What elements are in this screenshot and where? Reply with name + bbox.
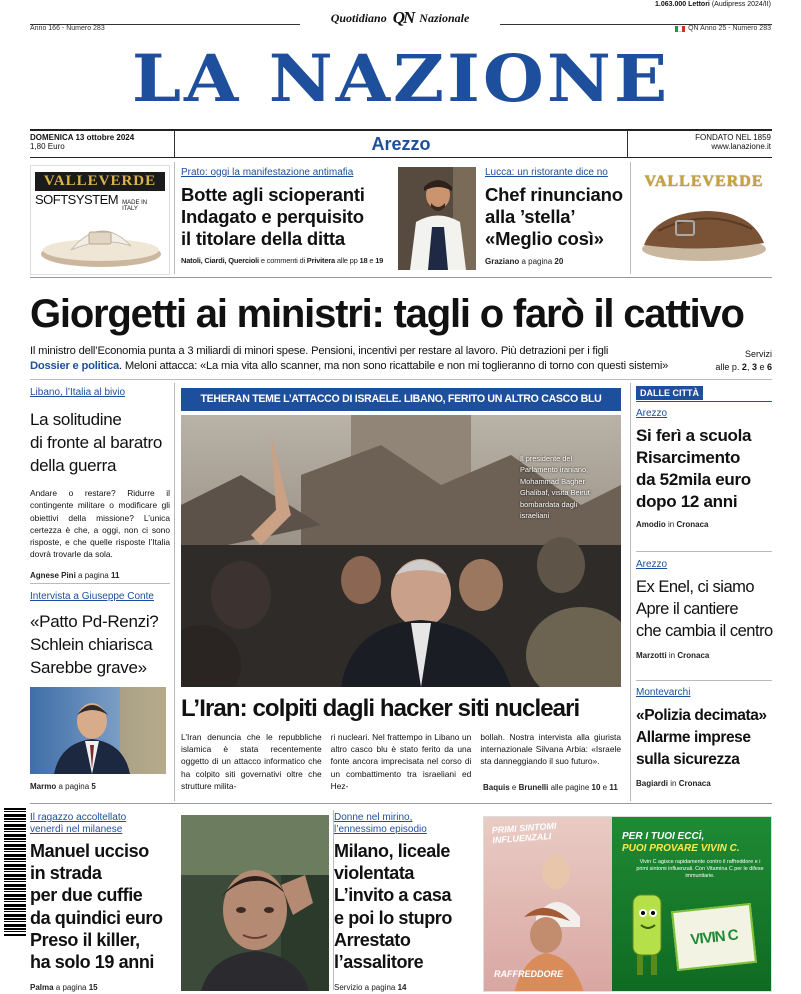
lebanon-body: Andare o restare? Ridurre il contingente militare o modificare gli obiettivi della missione? L’unica certezza è che, a oggi, non ci sono risposte, e che quelle risposte l’Italia dovrà trovarle da sola.	[30, 488, 170, 560]
prato-kicker: Prato: oggi la manifestazione antimafia	[181, 167, 354, 178]
montevarchi-byline: Bagiardi in Cronaca	[636, 779, 711, 788]
lucca-kicker: Lucca: un ristorante dice no	[485, 167, 608, 178]
conte-photo	[30, 687, 166, 774]
founded-year: FONDATO NEL 1859	[695, 133, 771, 142]
date-price	[30, 133, 134, 151]
lebanon-story[interactable]	[30, 387, 170, 580]
center-headline: L’Iran: colpiti dagli hacker siti nucleari	[181, 695, 580, 722]
photo-caption: Il presidente del Parlamento iraniano, Mohammad Bagher Ghalibaf, visita Beirut bombardata dagli israeliani	[520, 454, 590, 521]
ad-brand: VALLEVERDE	[35, 172, 165, 191]
website-link[interactable]: www.lanazione.it	[711, 142, 771, 151]
arezzo-story-1[interactable]	[636, 408, 776, 529]
ad-tag2: RAFFREDDORE	[494, 969, 563, 979]
sandal-image	[31, 206, 171, 276]
arezzo-byline-2: Marzotti in Cronaca	[636, 651, 710, 660]
dossier-label: Dossier e politica	[30, 360, 120, 372]
quotidiano-nazionale	[300, 8, 500, 28]
liceale-story[interactable]	[334, 812, 474, 992]
conte-kicker: Intervista a Giuseppe Conte	[30, 591, 154, 602]
arezzo-headline-2: Ex Enel, ci siamo Apre il cantiere che cambia il centro	[636, 578, 773, 640]
liceale-kicker: Donne nel mirino, l’ennessimo episodio	[334, 812, 427, 835]
issue-date: DOMENICA 13 ottobre 2024	[30, 133, 135, 142]
founded-info	[695, 133, 771, 151]
ad-body: Vivin C agisce rapidamente contro il raffreddore e i primi sintomi influenzali. Con Vitamina C per le difese immunitarie.	[636, 859, 764, 879]
valleverde-ad-right[interactable]	[636, 165, 772, 275]
arezzo-kicker-1: Arezzo	[636, 408, 668, 419]
manuel-byline: Palma a pagina 15	[30, 983, 98, 993]
qn-logo: QN	[392, 8, 414, 27]
ad-product-name: VIVIN C	[689, 926, 739, 948]
readers-info	[655, 1, 771, 8]
lucca-headline: Chef rinunciano alla ’stella’ «Meglio così»	[485, 184, 623, 249]
ad-sub: SOFTSYSTEM	[35, 192, 119, 207]
arezzo-story-2[interactable]	[636, 559, 776, 660]
conte-story[interactable]	[30, 591, 170, 679]
arezzo-byline-1: Amodio in Cronaca	[636, 520, 709, 529]
clog-image	[636, 195, 772, 275]
edition-box	[174, 131, 628, 157]
montevarchi-story[interactable]	[636, 687, 776, 788]
conte-byline: Marmo a pagina 5	[30, 782, 96, 791]
center-banner: TEHERAN TEME L’ATTACCO DI ISRAELE. LIBANO, FERITO UN ALTRO CASCO BLU	[181, 388, 621, 411]
center-body-col1: L’Iran denuncia che le repubbliche islamica è stata recentemente oggetto di un attacco informatico che ha colpito siti governativi oltre che strutture milita-	[181, 732, 322, 791]
montevarchi-kicker: Montevarchi	[636, 687, 691, 698]
lucca-byline: Graziano a pagina 20	[485, 257, 564, 266]
manuel-story[interactable]	[30, 812, 175, 992]
lead-services: Servizi alle p. 2, 3 e 6	[715, 349, 772, 372]
italian-flag-icon	[675, 26, 685, 32]
center-byline: Baquis e Brunelli alle pagine 10 e 11	[483, 783, 618, 792]
readers-count: 1.063.000 Lettori	[655, 1, 710, 8]
manuel-kicker: Il ragazzo accoltellato venerdì nel milanese	[30, 812, 127, 835]
ad-people-image	[484, 817, 612, 992]
quotidiano-label: Quotidiano	[330, 10, 387, 25]
lebanon-headline: La solitudine di fronte al baratro della guerra	[30, 410, 162, 475]
ad-product-box	[671, 903, 757, 971]
center-body-col2: ri nucleari. Nel frattempo in Libano un altro casco blu è stato ferito da una fonte ancora imprecisata nel corso di un combattimento tra israeliani ed Hez-	[330, 732, 472, 791]
ad-tag1: PRIMI SINTOMI INFLUENZALI	[491, 820, 557, 846]
montevarchi-headline: «Polizia decimata» Allarme imprese sulla sicurezza	[636, 707, 767, 768]
barcode	[4, 808, 26, 936]
newspaper-title: LA NAZIONE	[131, 40, 671, 117]
lucca-story[interactable]	[485, 167, 635, 266]
vivin-c-ad[interactable]	[483, 816, 772, 992]
chef-photo	[398, 167, 476, 270]
suspect-photo	[181, 815, 329, 991]
nazionale-label: Nazionale	[419, 10, 470, 25]
readers-source: (Audipress 2024/II)	[711, 1, 771, 8]
valleverde-ad-left[interactable]	[30, 165, 170, 275]
dalle-citta-label: DALLE CITTÀ	[636, 386, 703, 400]
lead-summary: Il ministro dell’Economia punta a 3 miliardi di minori spese. Pensioni, incentivi per restare al lavoro. Più detrazioni per i figli Dossier e politica. Meloni attacca: «La mia vita allo scanner, ma non sono ricattabile e non mi toglieranno di torno con questi sistemi»	[30, 345, 669, 372]
arezzo-headline-1: Si ferì a scuola Risarcimento da 52mila euro dopo 12 anni	[636, 426, 752, 511]
center-body-col3: bollah. Nostra intervista alla giurista internazionale Silvana Arbia: «Israele sta danneggiando il suo futuro».	[480, 732, 622, 767]
mascot-icon	[619, 889, 679, 979]
issue-price: 1,80 Euro	[30, 142, 65, 151]
liceale-byline: Servizio a pagina 14	[334, 983, 407, 993]
lebanon-byline: Agnese Pini a pagina 11	[30, 570, 120, 580]
prato-byline: Natoli, Ciardi, Quercioli e commenti di Privitera alle pp 18 e 19	[181, 256, 384, 265]
lebanon-kicker: Libano, l’Italia al bivio	[30, 387, 126, 398]
liceale-headline: Milano, liceale violentata L’invito a casa e poi lo stupro Arrestato l’assalitore	[334, 841, 452, 973]
prato-headline: Botte agli scioperanti Indagato e perquisito il titolare della ditta	[181, 184, 365, 249]
ad-tagline: PER I TUOI ECCÌ, PUOI PROVARE VIVIN C.	[622, 831, 740, 854]
ad-brand-right: VALLEVERDE	[644, 173, 764, 190]
issue-number-right: QN Anno 25 - Numero 283	[675, 25, 771, 32]
lead-headline: Giorgetti ai ministri: tagli o farò il cattivo	[30, 292, 744, 336]
arezzo-kicker-2: Arezzo	[636, 559, 668, 570]
edition-name: Arezzo	[371, 134, 431, 154]
manuel-headline: Manuel ucciso in strada per due cuffie da quindici euro Preso il killer, ha solo 19 anni	[30, 841, 163, 973]
ad-sub2: MADE IN ITALY	[122, 200, 148, 212]
prato-story[interactable]	[181, 167, 391, 265]
conte-headline: «Patto Pd-Renzi? Schlein chiarisca Sarebbe grave»	[30, 612, 159, 677]
issue-number-left: Anno 166 - Numero 283	[30, 25, 105, 32]
